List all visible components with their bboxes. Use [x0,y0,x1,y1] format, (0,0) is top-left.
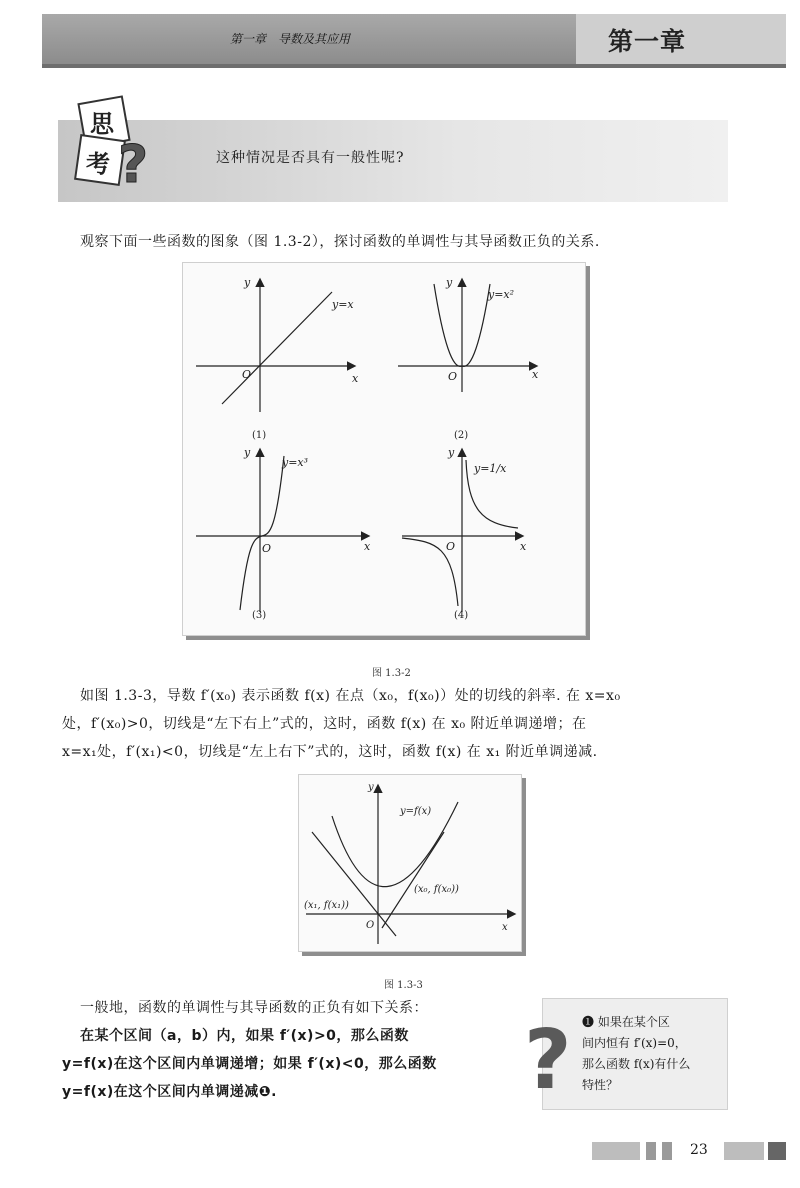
panel4-label: (4) [454,610,469,621]
intro-paragraph: 观察下面一些函数的图象（图 1.3-2），探讨函数的单调性与其导函数正负的关系. [80,234,600,250]
panel2-x-label: x [532,368,539,381]
footer-bar-2 [646,1142,656,1160]
footer-bar-1 [592,1142,640,1160]
theorem-line1: 在某个区间（a，b）内，如果 f′(x)>0，那么函数 [80,1028,409,1044]
think-logo-icon [72,94,150,190]
fig133-curve [332,802,458,887]
fig133-func: y=f(x) [400,806,432,817]
svg-text:?: ? [118,135,149,190]
svg-text:?: ? [524,1013,572,1096]
panel1-func: y=x [332,298,354,311]
panel3-x-label: x [364,540,371,553]
panel4-func: y=1/x [474,462,507,475]
panel3-curve [240,456,284,610]
theorem-line3: y=f(x)在这个区间内单调递减❶. [62,1084,277,1100]
panel1-origin: O [242,368,252,381]
chapter-header-title: 第一章 导数及其应用 [230,32,351,46]
figure-1-3-3 [298,774,520,950]
figure-1-3-2 [182,262,584,634]
sidenote-line2: 间内恒有 f′(x)=0， [582,1036,687,1050]
fig133-point0: (x₀, f(x₀)) [414,884,459,895]
think-logo-char-1: 思 [90,110,114,138]
fig133-point1: (x₁, f(x₁)) [304,900,349,911]
figure-1-3-2-caption: 图 1.3-2 [372,668,411,679]
panel3-origin: O [262,542,272,555]
fig133-origin: O [366,920,375,931]
footer-bar-3 [662,1142,672,1160]
panel1-y-label: y [244,276,251,289]
sidenote-line3: 那么函数 f(x)有什么 [582,1057,691,1071]
panel4-y-label: y [448,446,455,459]
panel4-x-label: x [520,540,527,553]
question-mark-icon [522,1010,578,1096]
sidenote-line4: 特性？ [582,1078,619,1092]
think-logo-char-2: 考 [86,150,110,178]
para2-line3: x=x₁处，f′(x₁)<0，切线是“左上右下”式的，这时，函数 f(x) 在 x₁ 附近单调递减. [62,744,598,760]
panel1-x-label: x [352,372,359,385]
panel3-y-label: y [244,446,251,459]
panel3-func: y=x³ [282,456,309,469]
fig133-x-label: x [502,922,508,933]
panel3-label: (3) [252,610,267,621]
footer-bar-4 [724,1142,764,1160]
think-question: 这种情况是否具有一般性呢? [216,150,405,166]
footer-bar-5 [768,1142,786,1160]
panel2-y-label: y [446,276,453,289]
fig133-tangent-x1 [312,832,396,936]
panel2-label: (2) [454,430,469,441]
page-number: 23 [690,1142,708,1158]
panel1-label: (1) [252,430,267,441]
panel1-curve [222,292,332,404]
panel2-origin: O [448,370,458,383]
sidenote-line1: ❶ 如果在某个区 [582,1015,670,1029]
panel2-func: y=x² [488,288,515,301]
panel4-origin: O [446,540,456,553]
figure-1-3-3-caption: 图 1.3-3 [384,980,423,991]
fig133-y-label: y [368,782,374,793]
para2-line2: 处，f′(x₀)>0，切线是“左下右上”式的，这时，函数 f(x) 在 x₀ 附近单调递增；在 [62,716,587,732]
para2-line1: 如图 1.3-3，导数 f′(x₀) 表示函数 f(x) 在点（x₀，f(x₀)）处的切线的斜率. 在 x=x₀ [80,688,621,704]
para3: 一般地，函数的单调性与其导函数的正负有如下关系： [80,1000,428,1016]
chapter-badge: 第一章 [608,27,687,56]
theorem-line2: y=f(x)在这个区间内单调递增；如果 f′(x)<0，那么函数 [62,1056,437,1072]
